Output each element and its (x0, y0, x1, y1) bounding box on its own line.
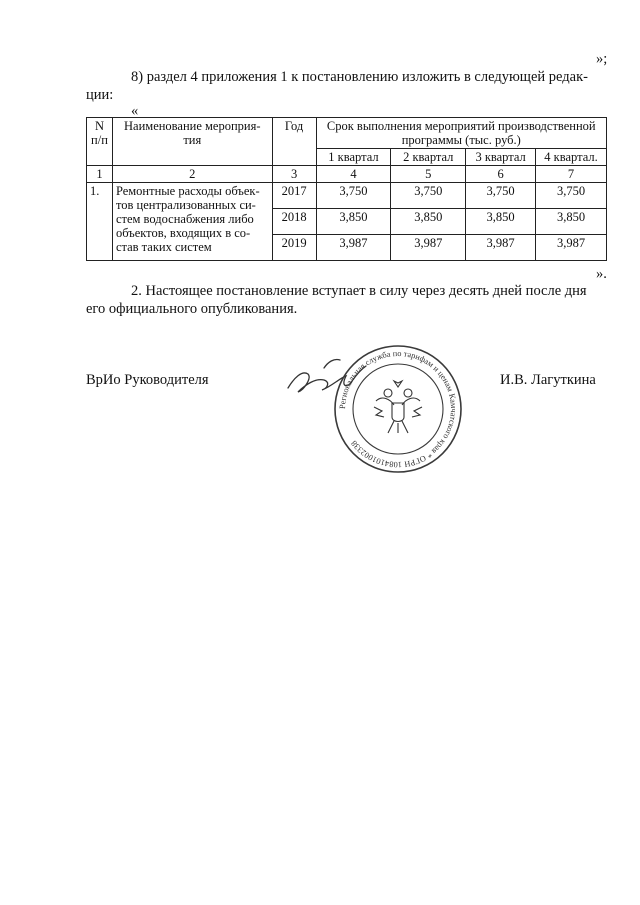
closing-quote-table: ». (596, 266, 607, 282)
signatory-title: ВрИо Руководителя (86, 372, 209, 388)
row-value: 3,850 (316, 209, 391, 235)
index-cell: 5 (391, 166, 466, 183)
header-term: Срок выполнения мероприятий производственной программы (тыс. руб.) (316, 118, 606, 149)
row-value: 3,750 (466, 183, 536, 209)
header-year: Год (272, 118, 316, 166)
index-cell: 1 (87, 166, 113, 183)
row-value: 3,750 (391, 183, 466, 209)
index-cell: 6 (466, 166, 536, 183)
item8-line1: 8) раздел 4 приложения 1 к постановлению изложить в следующей редак- (131, 69, 588, 85)
stamp-text: Региональная служба по тарифам и ценам Камчатского края * ОГРН 1084101002338 (337, 348, 459, 470)
row-year: 2018 (272, 209, 316, 235)
item2-line2: его официального опубликования. (86, 301, 298, 317)
signatory-name: И.В. Лагуткина (500, 372, 596, 388)
table-header-row (87, 118, 607, 149)
index-cell: 3 (272, 166, 316, 183)
header-quarter-3: 3 квартал (466, 149, 536, 166)
row-year: 2017 (272, 183, 316, 209)
header-quarter-4: 4 квартал. (536, 149, 607, 166)
header-quarter-2: 2 квартал (391, 149, 466, 166)
program-table (86, 117, 607, 261)
index-cell: 7 (536, 166, 607, 183)
row-value: 3,850 (391, 209, 466, 235)
index-cell: 4 (316, 166, 391, 183)
table-row (87, 183, 607, 209)
closing-quote-top: »; (596, 51, 608, 67)
item8-line2: ции: (86, 87, 114, 103)
row-value: 3,850 (536, 209, 607, 235)
row-value: 3,850 (466, 209, 536, 235)
item2-line1: 2. Настоящее постановление вступает в силу через десять дней после дня (131, 283, 587, 299)
index-cell: 2 (112, 166, 272, 183)
row-value: 3,987 (466, 235, 536, 261)
row-value: 3,987 (391, 235, 466, 261)
header-num: N п/п (87, 118, 113, 166)
row-value: 3,750 (536, 183, 607, 209)
row-num: 1. (87, 183, 113, 261)
row-name: Ремонтные расходы объек-тов централизованных си-стем водоснабжения либо объектов, входящих в со-став таких систем (112, 183, 272, 261)
header-name: Наименование мероприя-тия (112, 118, 272, 166)
header-quarter-1: 1 квартал (316, 149, 391, 166)
row-year: 2019 (272, 235, 316, 261)
table-index-row (87, 166, 607, 183)
eagle-emblem-icon (374, 381, 422, 433)
row-value: 3,987 (536, 235, 607, 261)
row-value: 3,987 (316, 235, 391, 261)
open-quote: « (131, 103, 139, 119)
row-value: 3,750 (316, 183, 391, 209)
official-stamp (332, 343, 464, 475)
